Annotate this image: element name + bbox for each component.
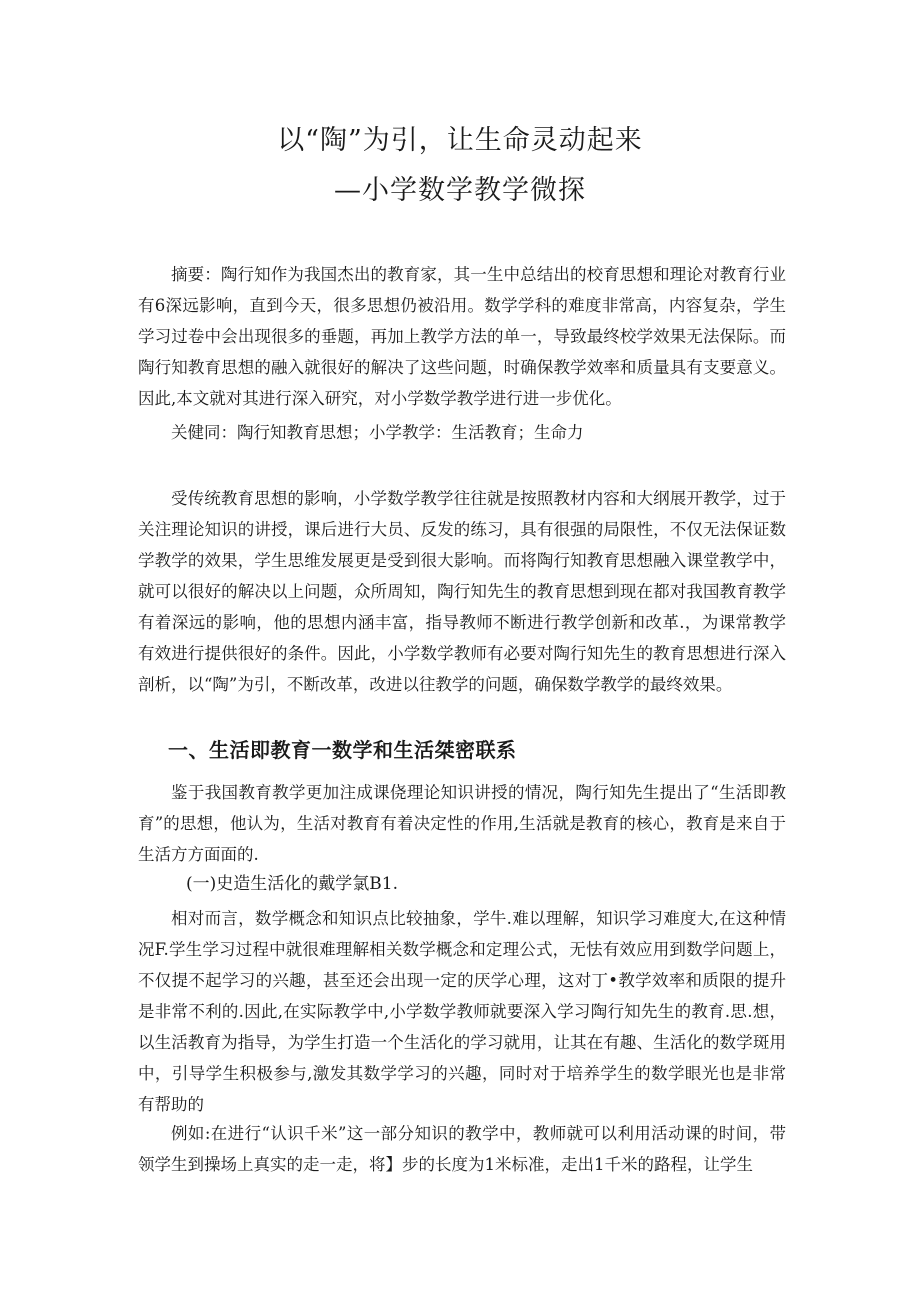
keywords-line: 关健同：陶行知教育思想；小学教学：生活教育；生命力 [171, 423, 584, 442]
example-paragraph: 例如:在进行“认识千米”这一部分知识的教学中，教师就可以利用活动课的时间，带领学生到操场上真实的走一走，将】步的长度为1米标准，走出1千米的路程，让学生 [138, 1124, 786, 1174]
intro-paragraph: 受传统教育思想的影响，小学数学教学往往就是按照教材内容和大纲展开教学，过于关注理论知识的讲授，课后进行大员、反发的练习，具有很强的局限性，不仅无法保证数学教学的效果，学生思维发展更是受到很大影响。而将陶行知教育思想融入课堂教学中，就可以很好的解决以上问题，众所周知，陶行知先生的教育思想到现在都对我国教育教学有着深远的影响，他的思想内涵丰富，指导教师不断进行教学创新和改革.，为课常教学有效进行提供很好的条件。因此，小学数学教师有必要对陶行知先生的教育思想进行深入剖析，以“陶”为引，不断改革，改进以往教学的问题，确保数学教学的最终效果。 [138, 489, 786, 694]
abstract-block [138, 259, 786, 448]
page-title: 以“陶”为引，让生命灵动起来 [277, 125, 643, 156]
subsection-heading: (一)史造生活化的戴学氯B1. [186, 874, 398, 894]
example-block [138, 1118, 786, 1180]
intro-block [138, 483, 786, 700]
page-subtitle: —小学数学教学微探 [334, 175, 586, 206]
section-heading: 一、生活即教育一数学和生活桀密联系 [168, 738, 517, 762]
abstract-paragraph: 摘要：陶行知作为我国杰出的教育家，其一生中总结出的校育思想和理论对教育行业有6深远影响，直到今天，很多思想仍被沿用。数学学科的难度非常高，内容复杂，学生学习过卷中会出现很多的垂题，再加上教学方法的单一，导致最终校学效果无法保际。而陶行知教育思想的融入就很好的解决了这些问题，时确保教学效率和质量具有支要意义。因此,本文就对其进行深入研究，对小学数学教学进行进一步优化。 [138, 265, 786, 408]
section-body [138, 777, 786, 870]
subsection-body [138, 903, 786, 1120]
section-paragraph: 鉴于我国教育教学更加注成课侥理论知识讲授的情况，陶行知先生提出了“生活即教育”的思想，他认为，生活对教育有着决定性的作用,生活就是教育的核心，教育是来自于生活方方面面的. [138, 783, 786, 864]
subsection-paragraph: 相对而言，数学概念和知识点比较抽象，学牛.难以理解，知识学习难度大,在这种情况F.学生学习过程中就很难理解相关数学概念和定理公式，无怯有效应用到数学问题上，不仅提不起学习的兴趣，甚至还会出现一定的厌学心理，这对丁•教学效率和质限的提升是非常不利的.因此,在实际教学中,小学数学教师就要深入学习陶行知先生的教育.思.想，以生活教育为指导，为学生打造一个生活化的学习就用，让其在有趣、生活化的数学斑用中，引导学生积极参与,激发其数学学习的兴趣，同时对于培养学生的数学眼光也是非常有帮助的 [138, 909, 786, 1114]
